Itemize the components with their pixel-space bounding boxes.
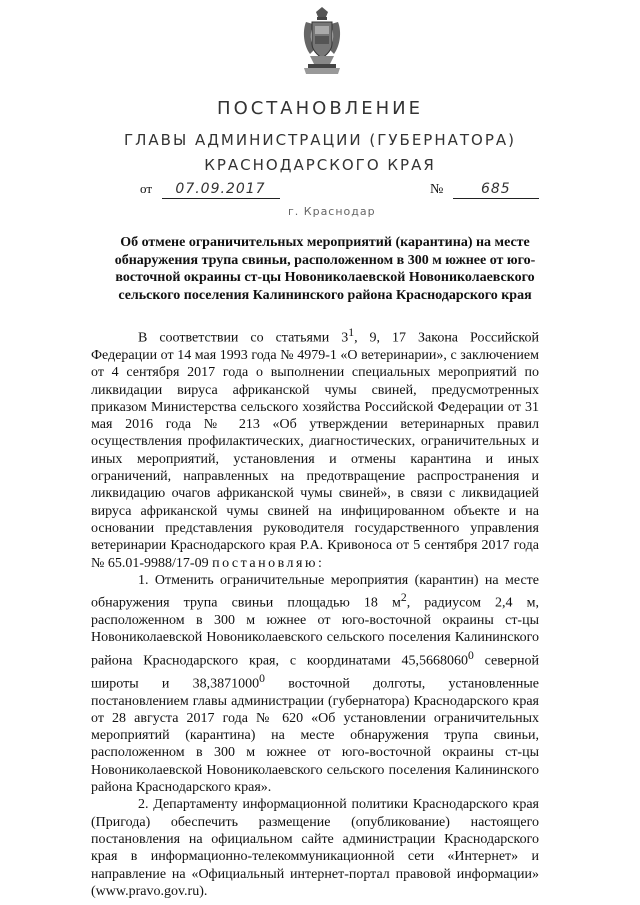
number-handwritten: 685 <box>453 180 539 199</box>
document-title: Об отмене ограничительных мероприятий (карантина) на месте обнаружения трупа свиньи, расположенном в 300 м южнее от юго-восточной окраины ст-цы Новониколаевской Новониколаевского сельского поселения Калининского района Краснодарского края <box>114 235 536 303</box>
preamble-paragraph <box>91 324 539 572</box>
date-handwritten: 07.09.2017 <box>162 180 280 199</box>
city-name: г. Краснодар <box>288 205 376 218</box>
item-2-paragraph: 2. Департаменту информационной политики Краснодарского края (Пригода) обеспечить размещение (опубликование) настоящего постановления на официальном сайте администрации Краснодарского края в информационно-телекоммуникационной сети «Интернет» и направление на «Официальный интернет-портал правовой информации» (www.pravo.gov.ru). <box>91 797 539 899</box>
date-prefix: от <box>140 181 153 196</box>
item-1-sup-3: 0 <box>259 671 265 685</box>
number-line <box>430 180 539 199</box>
item-1-paragraph <box>91 572 539 797</box>
item-1-text-2: , радиусом 2,4 м, расположенном в 300 м южнее от юго-восточной окраины ст-цы Новониколаевской Новониколаевского сельского поселения Калининского района Краснодарского края, с координатами 45,5668060 <box>91 595 539 669</box>
preamble-text-2: , 9, 17 Закона Российской Федерации от 14 мая 1993 года № 4979-1 «О ветеринарии», с заключением от 4 сентября 2017 года о выполнении специальных мероприятий по ликвидации вируса африканской чумы свиней, предусмотренных приказом Министерства сельского хозяйства Российской Федерации от 31 мая 2016 года № 213 «Об утверждении ветеринарных правил осуществления профилактических, диагностических, ограничительных и иных мероприятий, установления и отмены карантина и иных ограничений, направленных на предотвращение распространения и ликвидацию очагов африканской чумы свиней», в связи с ликвидацией вируса африканской чумы свиней на инфицированном объекте и на основании представления руководителя государственного управления ветеринарии Краснодарского края Р.А. Кривоноса от 5 сентября 2017 года № 65.01-9988/17-09 <box>91 330 539 571</box>
coat-of-arms-icon <box>300 6 344 78</box>
item-1-sup-2: 0 <box>467 648 474 662</box>
item-1-text-1: 1. Отменить ограничительные мероприятия (карантин) на месте обнаружения трупа свиньи площадью 18 м <box>91 572 539 611</box>
preamble-text-1: В соответствии со статьями 3 <box>138 330 349 346</box>
krasnodar-emblem-svg <box>300 6 344 78</box>
region-name: КРАСНОДАРСКОГО КРАЯ <box>204 156 436 174</box>
item-1-sup-1: 2 <box>400 591 407 605</box>
number-prefix: № <box>430 182 444 197</box>
date-line <box>140 180 280 199</box>
document-type-heading: ПОСТАНОВЛЕНИЕ <box>217 98 423 119</box>
item-1-text-3: северной широты и 38,3871000 <box>91 653 539 692</box>
preamble-sup: 1 <box>348 326 355 339</box>
document-body <box>91 324 539 900</box>
issuing-authority: ГЛАВЫ АДМИНИСТРАЦИИ (ГУБЕРНАТОРА) <box>123 131 517 149</box>
postanovlyayu-word: постановляю: <box>212 555 325 571</box>
item-1-text-4: восточной долготы, установленные постановлением главы администрации (губернатора) Краснодарского края от 28 августа 2017 года № 620 «Об установлении ограничительных мероприятий (карантина) на месте обнаружения трупа свиньи, расположенном в 300 м южнее от юго-восточной окраины ст-цы Новониколаевской Новониколаевского сельского поселения Калининского района Краснодарского края». <box>91 676 539 796</box>
